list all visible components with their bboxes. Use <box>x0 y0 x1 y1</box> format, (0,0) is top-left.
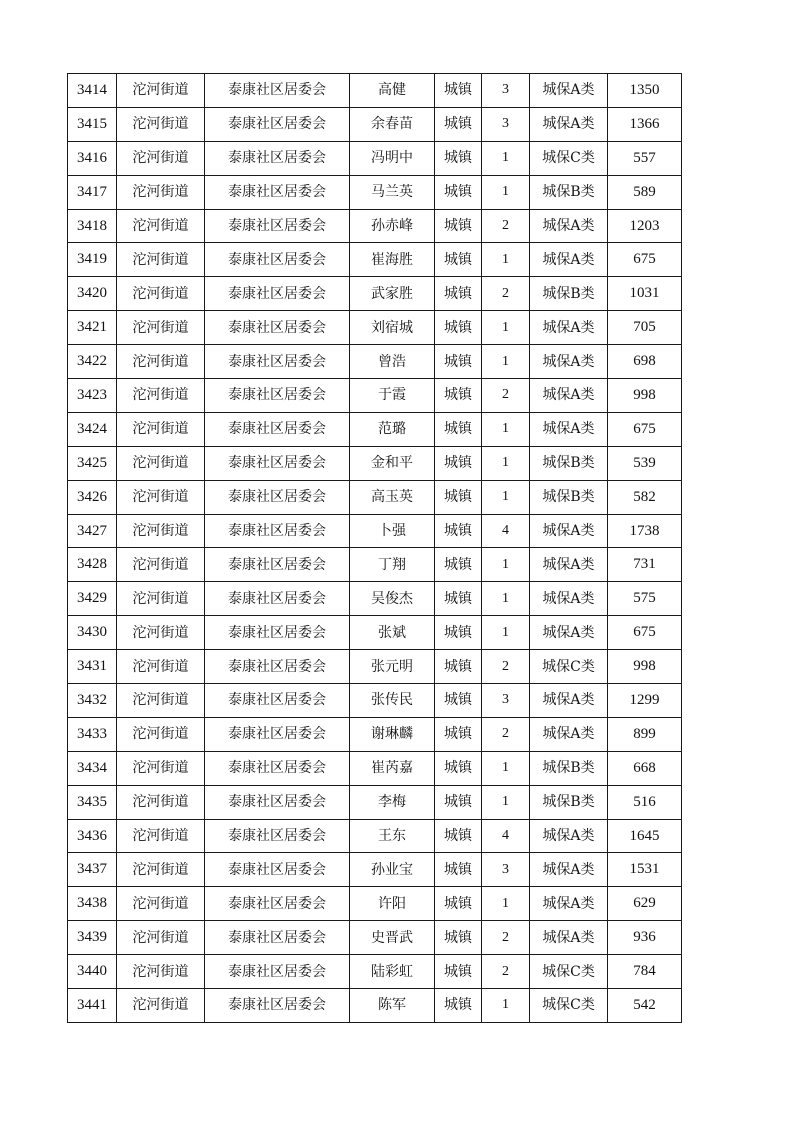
category-cell: 城保A类 <box>530 921 608 955</box>
category-cell: 城保A类 <box>530 311 608 345</box>
area-type-cell: 城镇 <box>435 853 482 887</box>
record-number-cell: 3434 <box>68 751 117 785</box>
area-type-cell: 城镇 <box>435 616 482 650</box>
amount-cell: 998 <box>608 650 682 684</box>
street-cell: 沱河街道 <box>117 548 205 582</box>
recipient-name-cell: 卜强 <box>350 514 435 548</box>
area-type-cell: 城镇 <box>435 277 482 311</box>
area-type-cell: 城镇 <box>435 74 482 108</box>
amount-cell: 675 <box>608 243 682 277</box>
table-row <box>68 887 682 921</box>
category-cell: 城保A类 <box>530 379 608 413</box>
table-row <box>68 480 682 514</box>
street-cell: 沱河街道 <box>117 955 205 989</box>
amount-cell: 629 <box>608 887 682 921</box>
record-number-cell: 3429 <box>68 582 117 616</box>
record-number-cell: 3422 <box>68 345 117 379</box>
area-type-cell: 城镇 <box>435 717 482 751</box>
household-size-cell: 1 <box>482 446 530 480</box>
street-cell: 沱河街道 <box>117 887 205 921</box>
street-cell: 沱河街道 <box>117 684 205 718</box>
recipient-name-cell: 许阳 <box>350 887 435 921</box>
area-type-cell: 城镇 <box>435 989 482 1023</box>
household-size-cell: 1 <box>482 989 530 1023</box>
record-number-cell: 3423 <box>68 379 117 413</box>
recipient-name-cell: 高健 <box>350 74 435 108</box>
street-cell: 沱河街道 <box>117 989 205 1023</box>
household-size-cell: 1 <box>482 582 530 616</box>
amount-cell: 675 <box>608 412 682 446</box>
community-cell: 泰康社区居委会 <box>205 412 350 446</box>
category-cell: 城保B类 <box>530 175 608 209</box>
community-cell: 泰康社区居委会 <box>205 107 350 141</box>
category-cell: 城保A类 <box>530 514 608 548</box>
household-size-cell: 3 <box>482 107 530 141</box>
category-cell: 城保C类 <box>530 141 608 175</box>
community-cell: 泰康社区居委会 <box>205 684 350 718</box>
recipient-name-cell: 崔芮嘉 <box>350 751 435 785</box>
recipient-name-cell: 史晋武 <box>350 921 435 955</box>
table-row <box>68 853 682 887</box>
street-cell: 沱河街道 <box>117 616 205 650</box>
community-cell: 泰康社区居委会 <box>205 277 350 311</box>
street-cell: 沱河街道 <box>117 311 205 345</box>
recipient-name-cell: 范璐 <box>350 412 435 446</box>
category-cell: 城保C类 <box>530 955 608 989</box>
record-number-cell: 3417 <box>68 175 117 209</box>
household-size-cell: 1 <box>482 751 530 785</box>
household-size-cell: 1 <box>482 548 530 582</box>
area-type-cell: 城镇 <box>435 921 482 955</box>
record-number-cell: 3436 <box>68 819 117 853</box>
amount-cell: 1203 <box>608 209 682 243</box>
record-number-cell: 3426 <box>68 480 117 514</box>
record-number-cell: 3433 <box>68 717 117 751</box>
table-row <box>68 379 682 413</box>
table-row <box>68 582 682 616</box>
record-number-cell: 3414 <box>68 74 117 108</box>
household-size-cell: 1 <box>482 785 530 819</box>
street-cell: 沱河街道 <box>117 717 205 751</box>
recipient-name-cell: 崔海胜 <box>350 243 435 277</box>
amount-cell: 582 <box>608 480 682 514</box>
household-size-cell: 1 <box>482 141 530 175</box>
amount-cell: 784 <box>608 955 682 989</box>
community-cell: 泰康社区居委会 <box>205 887 350 921</box>
household-size-cell: 3 <box>482 853 530 887</box>
record-number-cell: 3438 <box>68 887 117 921</box>
area-type-cell: 城镇 <box>435 785 482 819</box>
household-size-cell: 2 <box>482 650 530 684</box>
category-cell: 城保A类 <box>530 412 608 446</box>
recipient-name-cell: 孙业宝 <box>350 853 435 887</box>
amount-cell: 936 <box>608 921 682 955</box>
area-type-cell: 城镇 <box>435 379 482 413</box>
record-number-cell: 3415 <box>68 107 117 141</box>
table-row <box>68 751 682 785</box>
category-cell: 城保C类 <box>530 650 608 684</box>
street-cell: 沱河街道 <box>117 582 205 616</box>
community-cell: 泰康社区居委会 <box>205 209 350 243</box>
area-type-cell: 城镇 <box>435 446 482 480</box>
amount-cell: 698 <box>608 345 682 379</box>
table-row <box>68 548 682 582</box>
category-cell: 城保A类 <box>530 209 608 243</box>
record-number-cell: 3430 <box>68 616 117 650</box>
street-cell: 沱河街道 <box>117 480 205 514</box>
recipient-name-cell: 高玉英 <box>350 480 435 514</box>
recipient-name-cell: 吴俊杰 <box>350 582 435 616</box>
community-cell: 泰康社区居委会 <box>205 616 350 650</box>
community-cell: 泰康社区居委会 <box>205 717 350 751</box>
area-type-cell: 城镇 <box>435 345 482 379</box>
record-number-cell: 3441 <box>68 989 117 1023</box>
table-row <box>68 107 682 141</box>
street-cell: 沱河街道 <box>117 785 205 819</box>
household-size-cell: 4 <box>482 514 530 548</box>
amount-cell: 1299 <box>608 684 682 718</box>
street-cell: 沱河街道 <box>117 141 205 175</box>
category-cell: 城保A类 <box>530 684 608 718</box>
record-number-cell: 3439 <box>68 921 117 955</box>
category-cell: 城保A类 <box>530 582 608 616</box>
household-size-cell: 2 <box>482 955 530 989</box>
table-row <box>68 684 682 718</box>
household-size-cell: 2 <box>482 277 530 311</box>
amount-cell: 539 <box>608 446 682 480</box>
table-body <box>68 74 682 1023</box>
record-number-cell: 3424 <box>68 412 117 446</box>
table-row <box>68 311 682 345</box>
area-type-cell: 城镇 <box>435 819 482 853</box>
household-size-cell: 1 <box>482 887 530 921</box>
community-cell: 泰康社区居委会 <box>205 74 350 108</box>
street-cell: 沱河街道 <box>117 107 205 141</box>
amount-cell: 998 <box>608 379 682 413</box>
street-cell: 沱河街道 <box>117 74 205 108</box>
household-size-cell: 1 <box>482 311 530 345</box>
recipient-name-cell: 张斌 <box>350 616 435 650</box>
category-cell: 城保A类 <box>530 107 608 141</box>
community-cell: 泰康社区居委会 <box>205 955 350 989</box>
community-cell: 泰康社区居委会 <box>205 751 350 785</box>
category-cell: 城保A类 <box>530 548 608 582</box>
record-number-cell: 3416 <box>68 141 117 175</box>
community-cell: 泰康社区居委会 <box>205 480 350 514</box>
table-row <box>68 514 682 548</box>
household-size-cell: 1 <box>482 175 530 209</box>
table-row <box>68 175 682 209</box>
recipient-name-cell: 陈军 <box>350 989 435 1023</box>
community-cell: 泰康社区居委会 <box>205 989 350 1023</box>
community-cell: 泰康社区居委会 <box>205 311 350 345</box>
recipient-name-cell: 武家胜 <box>350 277 435 311</box>
category-cell: 城保B类 <box>530 446 608 480</box>
amount-cell: 589 <box>608 175 682 209</box>
category-cell: 城保A类 <box>530 74 608 108</box>
category-cell: 城保A类 <box>530 345 608 379</box>
community-cell: 泰康社区居委会 <box>205 582 350 616</box>
record-number-cell: 3431 <box>68 650 117 684</box>
category-cell: 城保A类 <box>530 717 608 751</box>
recipient-name-cell: 余春苗 <box>350 107 435 141</box>
record-number-cell: 3425 <box>68 446 117 480</box>
household-size-cell: 1 <box>482 480 530 514</box>
relief-roster-table <box>67 73 682 1023</box>
recipient-name-cell: 冯明中 <box>350 141 435 175</box>
community-cell: 泰康社区居委会 <box>205 514 350 548</box>
table-row <box>68 345 682 379</box>
table-row <box>68 785 682 819</box>
street-cell: 沱河街道 <box>117 175 205 209</box>
record-number-cell: 3432 <box>68 684 117 718</box>
table-row <box>68 616 682 650</box>
street-cell: 沱河街道 <box>117 243 205 277</box>
amount-cell: 1350 <box>608 74 682 108</box>
table-row <box>68 989 682 1023</box>
category-cell: 城保B类 <box>530 785 608 819</box>
area-type-cell: 城镇 <box>435 175 482 209</box>
table-row <box>68 412 682 446</box>
category-cell: 城保A类 <box>530 853 608 887</box>
recipient-name-cell: 丁翔 <box>350 548 435 582</box>
category-cell: 城保A类 <box>530 243 608 277</box>
table-row <box>68 277 682 311</box>
street-cell: 沱河街道 <box>117 446 205 480</box>
record-number-cell: 3421 <box>68 311 117 345</box>
community-cell: 泰康社区居委会 <box>205 853 350 887</box>
recipient-name-cell: 李梅 <box>350 785 435 819</box>
table-row <box>68 209 682 243</box>
table-row <box>68 74 682 108</box>
amount-cell: 668 <box>608 751 682 785</box>
table-row <box>68 717 682 751</box>
household-size-cell: 2 <box>482 209 530 243</box>
area-type-cell: 城镇 <box>435 141 482 175</box>
community-cell: 泰康社区居委会 <box>205 379 350 413</box>
street-cell: 沱河街道 <box>117 277 205 311</box>
recipient-name-cell: 曾浩 <box>350 345 435 379</box>
amount-cell: 557 <box>608 141 682 175</box>
amount-cell: 1531 <box>608 853 682 887</box>
amount-cell: 1031 <box>608 277 682 311</box>
amount-cell: 1645 <box>608 819 682 853</box>
street-cell: 沱河街道 <box>117 209 205 243</box>
street-cell: 沱河街道 <box>117 751 205 785</box>
category-cell: 城保A类 <box>530 887 608 921</box>
amount-cell: 675 <box>608 616 682 650</box>
community-cell: 泰康社区居委会 <box>205 141 350 175</box>
area-type-cell: 城镇 <box>435 684 482 718</box>
area-type-cell: 城镇 <box>435 243 482 277</box>
household-size-cell: 4 <box>482 819 530 853</box>
area-type-cell: 城镇 <box>435 548 482 582</box>
record-number-cell: 3420 <box>68 277 117 311</box>
area-type-cell: 城镇 <box>435 209 482 243</box>
community-cell: 泰康社区居委会 <box>205 243 350 277</box>
community-cell: 泰康社区居委会 <box>205 650 350 684</box>
recipient-name-cell: 张传民 <box>350 684 435 718</box>
street-cell: 沱河街道 <box>117 853 205 887</box>
recipient-name-cell: 孙赤峰 <box>350 209 435 243</box>
record-number-cell: 3435 <box>68 785 117 819</box>
record-number-cell: 3427 <box>68 514 117 548</box>
amount-cell: 575 <box>608 582 682 616</box>
table-row <box>68 650 682 684</box>
household-size-cell: 1 <box>482 345 530 379</box>
category-cell: 城保C类 <box>530 989 608 1023</box>
street-cell: 沱河街道 <box>117 921 205 955</box>
recipient-name-cell: 于霞 <box>350 379 435 413</box>
community-cell: 泰康社区居委会 <box>205 921 350 955</box>
recipient-name-cell: 张元明 <box>350 650 435 684</box>
area-type-cell: 城镇 <box>435 751 482 785</box>
area-type-cell: 城镇 <box>435 514 482 548</box>
category-cell: 城保B类 <box>530 277 608 311</box>
recipient-name-cell: 陆彩虹 <box>350 955 435 989</box>
area-type-cell: 城镇 <box>435 650 482 684</box>
household-size-cell: 1 <box>482 243 530 277</box>
record-number-cell: 3440 <box>68 955 117 989</box>
recipient-name-cell: 谢琳麟 <box>350 717 435 751</box>
community-cell: 泰康社区居委会 <box>205 785 350 819</box>
area-type-cell: 城镇 <box>435 582 482 616</box>
table-row <box>68 955 682 989</box>
street-cell: 沱河街道 <box>117 345 205 379</box>
recipient-name-cell: 王东 <box>350 819 435 853</box>
amount-cell: 1738 <box>608 514 682 548</box>
table-row <box>68 921 682 955</box>
recipient-name-cell: 马兰英 <box>350 175 435 209</box>
household-size-cell: 2 <box>482 921 530 955</box>
street-cell: 沱河街道 <box>117 650 205 684</box>
area-type-cell: 城镇 <box>435 887 482 921</box>
household-size-cell: 1 <box>482 616 530 650</box>
community-cell: 泰康社区居委会 <box>205 819 350 853</box>
recipient-name-cell: 刘宿城 <box>350 311 435 345</box>
amount-cell: 899 <box>608 717 682 751</box>
street-cell: 沱河街道 <box>117 819 205 853</box>
community-cell: 泰康社区居委会 <box>205 175 350 209</box>
record-number-cell: 3428 <box>68 548 117 582</box>
table-row <box>68 141 682 175</box>
category-cell: 城保B类 <box>530 480 608 514</box>
table-row <box>68 819 682 853</box>
amount-cell: 516 <box>608 785 682 819</box>
table-row <box>68 243 682 277</box>
household-size-cell: 3 <box>482 684 530 718</box>
street-cell: 沱河街道 <box>117 514 205 548</box>
category-cell: 城保A类 <box>530 616 608 650</box>
community-cell: 泰康社区居委会 <box>205 345 350 379</box>
household-size-cell: 1 <box>482 412 530 446</box>
street-cell: 沱河街道 <box>117 379 205 413</box>
amount-cell: 1366 <box>608 107 682 141</box>
community-cell: 泰康社区居委会 <box>205 446 350 480</box>
household-size-cell: 3 <box>482 74 530 108</box>
area-type-cell: 城镇 <box>435 311 482 345</box>
household-size-cell: 2 <box>482 717 530 751</box>
area-type-cell: 城镇 <box>435 480 482 514</box>
amount-cell: 542 <box>608 989 682 1023</box>
area-type-cell: 城镇 <box>435 955 482 989</box>
area-type-cell: 城镇 <box>435 107 482 141</box>
household-size-cell: 2 <box>482 379 530 413</box>
category-cell: 城保A类 <box>530 819 608 853</box>
category-cell: 城保B类 <box>530 751 608 785</box>
amount-cell: 705 <box>608 311 682 345</box>
area-type-cell: 城镇 <box>435 412 482 446</box>
recipient-name-cell: 金和平 <box>350 446 435 480</box>
record-number-cell: 3418 <box>68 209 117 243</box>
amount-cell: 731 <box>608 548 682 582</box>
community-cell: 泰康社区居委会 <box>205 548 350 582</box>
street-cell: 沱河街道 <box>117 412 205 446</box>
record-number-cell: 3437 <box>68 853 117 887</box>
record-number-cell: 3419 <box>68 243 117 277</box>
table-row <box>68 446 682 480</box>
